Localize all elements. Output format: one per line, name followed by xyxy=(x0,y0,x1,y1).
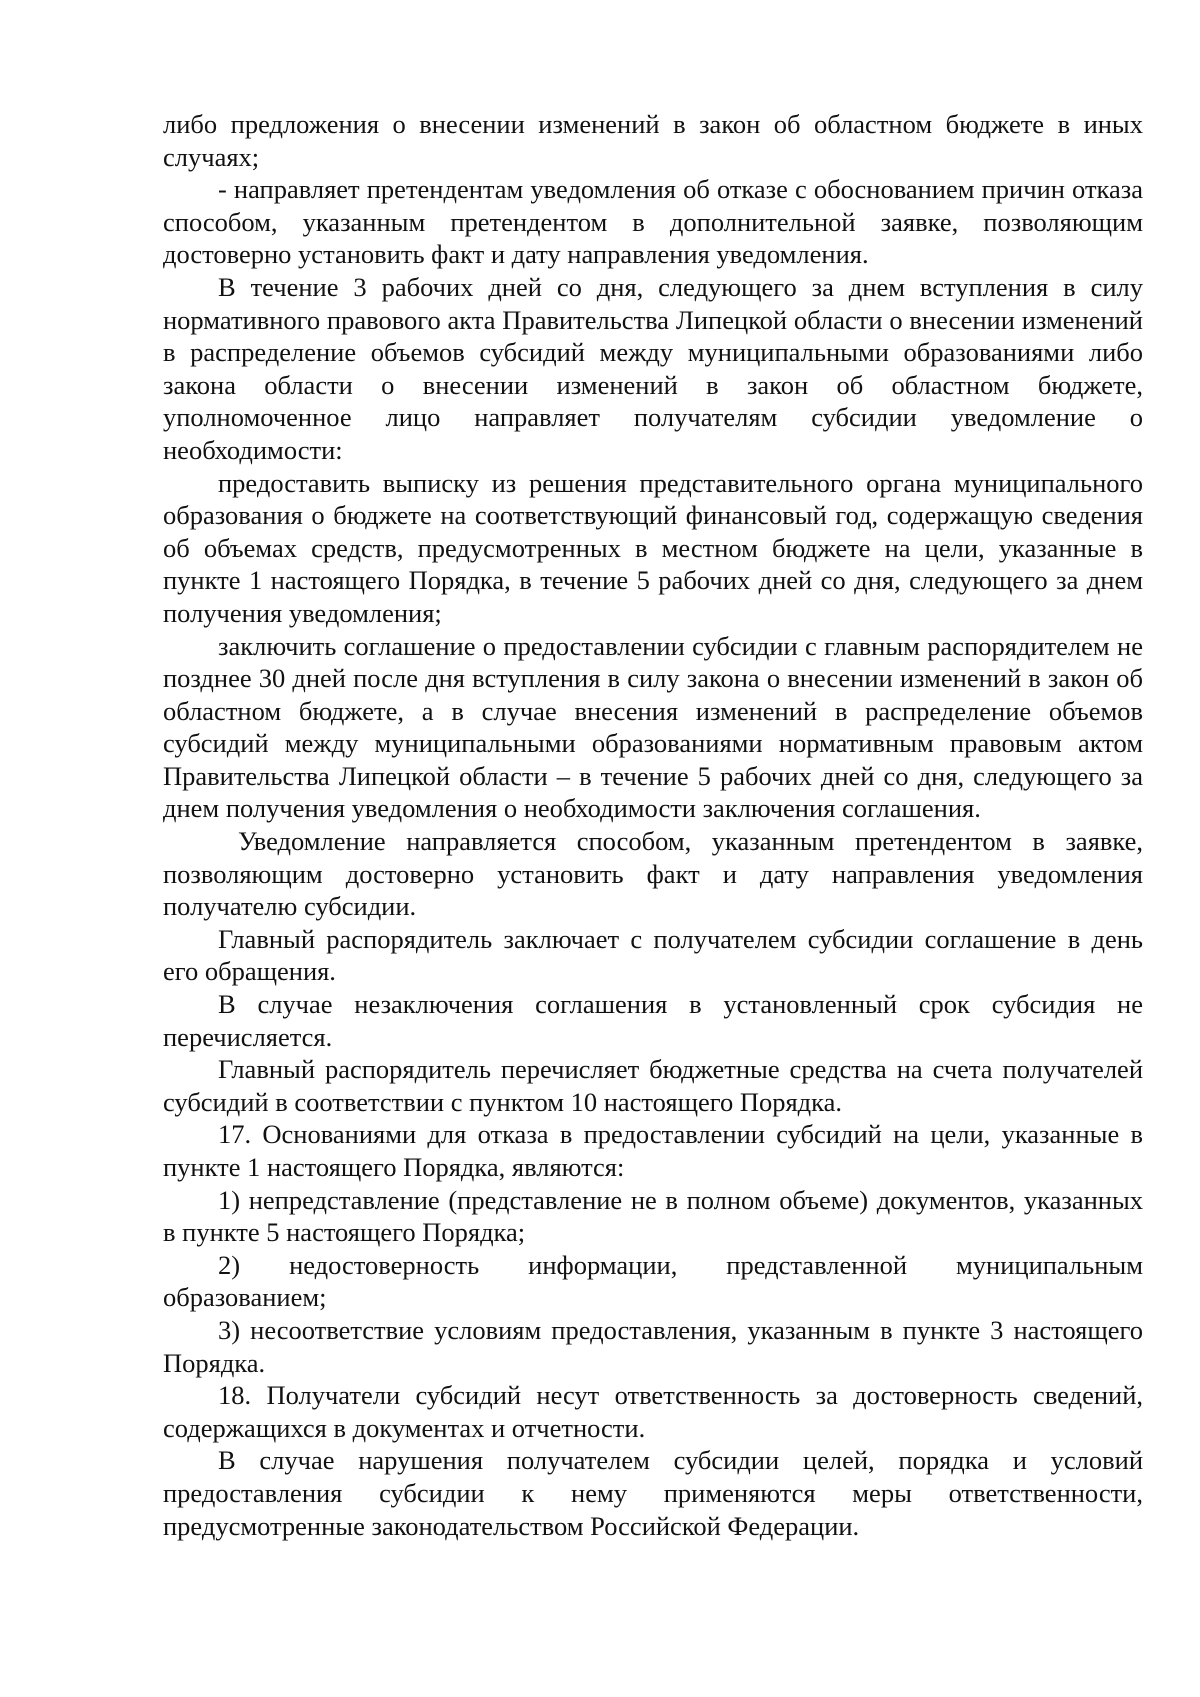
paragraph-notification-deadline: В течение 3 рабочих дней со дня, следующего за днем вступления в силу нормативного правового акта Правительства Липецкой области о внесении изменений в распределение объемов субсидий между муниципальными образованиями либо закона области о внесении изменений в закон об областном бюджете, уполномоченное лицо направляет получателям субсидии уведомление о необходимости: xyxy=(163,271,1143,465)
paragraph-agreement-day: Главный распорядитель заключает с получателем субсидии соглашение в день его обращения. xyxy=(163,923,1143,987)
paragraph-item-17: 17. Основаниями для отказа в предоставлении субсидий на цели, указанные в пункте 1 настоящего Порядка, являются: xyxy=(163,1119,1143,1182)
paragraph-provide-extract: предоставить выписку из решения представительного органа муниципального образования о бюджете на соответствующий финансовый год, содержащую сведения об объемах средств, предусмотренных в местном бюджете на цели, указанные в пункте 1 настоящего Порядка, в течение 5 рабочих дней со дня, следующего за днем получения уведомления; xyxy=(163,467,1143,628)
paragraph-conclude-agreement: заключить соглашение о предоставлении субсидии с главным распорядителем не позднее 30 дней после дня вступления в силу закона о внесении изменений в закон об областном бюджете, а в случае внесения изменений в распределение объемов субсидий между муниципальными образованиями нормативным правовым актом Правительства Липецкой области – в течение 5 рабочих дней со дня, следующего за днем получения уведомления о необходимости заключения соглашения. xyxy=(163,630,1143,824)
document-page xyxy=(163,108,1143,1542)
paragraph-ground-1: 1) непредставление (представление не в полном объеме) документов, указанных в пункте 5 настоящего Порядка; xyxy=(163,1184,1143,1248)
paragraph-liability: В случае нарушения получателем субсидии целей, порядка и условий предоставления субсидии к нему применяются меры ответственности, предусмотренные законодательством Российской Федерации. xyxy=(163,1445,1143,1541)
paragraph-ground-3: 3) несоответствие условиям предоставления, указанным в пункте 3 настоящего Порядка. xyxy=(163,1314,1143,1378)
paragraph-refusal-notice: - направляет претендентам уведомления об отказе с обоснованием причин отказа способом, указанным претендентом в дополнительной заявке, позволяющим достоверно установить факт и дату направления уведомления. xyxy=(163,174,1143,270)
paragraph-ground-2: 2) недостоверность информации, представленной муниципальным образованием; xyxy=(163,1249,1143,1313)
paragraph-notification-method: Уведомление направляется способом, указанным претендентом в заявке, позволяющим достоверно установить факт и дату направления уведомления получателю субсидии. xyxy=(163,826,1143,922)
paragraph-item-18: 18. Получатели субсидий несут ответственность за достоверность сведений, содержащихся в документах и отчетности. xyxy=(163,1380,1143,1443)
paragraph-no-agreement: В случае незаключения соглашения в установленный срок субсидия не перечисляется. xyxy=(163,989,1143,1052)
paragraph-transfer-funds: Главный распорядитель перечисляет бюджетные средства на счета получателей субсидий в соответствии с пунктом 10 настоящего Порядка. xyxy=(163,1054,1143,1117)
paragraph-continuation: либо предложения о внесении изменений в закон об областном бюджете в иных случаях; xyxy=(163,109,1143,172)
